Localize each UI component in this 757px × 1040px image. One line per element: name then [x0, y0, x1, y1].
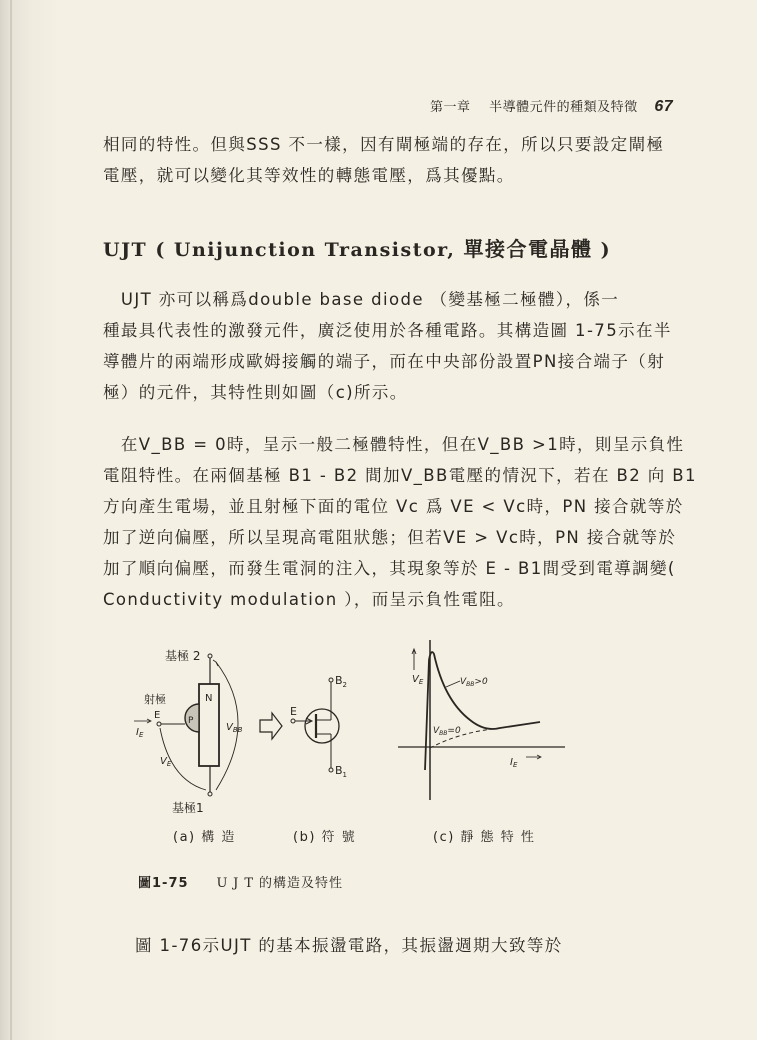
- text-line: 電壓，就可以變化其等效性的轉態電壓，爲其優點。: [103, 166, 515, 185]
- text-line: 方向產生電場，並且射極下面的電位 Vc 爲 VE < Vc時，PN 接合就等於: [103, 497, 684, 516]
- text-line: Conductivity modulation ），而呈示負性電阻。: [103, 590, 515, 609]
- text-line: UJT 亦可以稱爲double base diode （變基極二極體），係一: [103, 290, 620, 309]
- section-heading: [103, 233, 611, 262]
- heading-close: ): [592, 239, 612, 261]
- emitter-label: 射極: [144, 693, 166, 706]
- transform-arrow-icon: [260, 713, 282, 739]
- ujt-symbol-diagram: [290, 674, 347, 779]
- vbb-label: $V_{BB}$: [226, 722, 243, 734]
- symbol-e-label: E: [290, 705, 297, 718]
- figure-title-text: 的構造及特性: [259, 876, 344, 891]
- curve-vbb-zero-label: $V_{BB}=0$: [433, 726, 461, 737]
- n-region-label: N: [205, 693, 213, 704]
- chapter-label: 第一章: [430, 100, 471, 115]
- page-edge: [10, 0, 12, 1040]
- text-line: 極）的元件，其特性則如圖（c)所示。: [103, 383, 408, 402]
- heading-cjk: 單接合電晶體: [463, 237, 593, 261]
- page-gutter-shadow: [0, 0, 60, 1040]
- y-axis-label: $V_E$: [412, 674, 424, 686]
- text-line: 在V_BB = 0時，呈示一般二極體特性，但在V_BB >1時，則呈示負性: [103, 435, 685, 454]
- figure-title-ujt: UJT: [216, 876, 260, 891]
- page-number: 67: [654, 98, 674, 115]
- curve-vbb-pos-label: $V_{BB}>0$: [460, 677, 488, 688]
- heading-latin: UJT ( Unijunction Transistor,: [103, 239, 456, 261]
- ie-label: $I_E$: [136, 727, 144, 739]
- symbol-b2-label: $B_2$: [335, 674, 348, 689]
- x-axis-label: $I_E$: [510, 757, 518, 769]
- symbol-b1-label: $B_1$: [335, 764, 348, 779]
- emitter-e-label: E: [154, 710, 161, 721]
- caption-b: (b) 符 號: [293, 830, 357, 845]
- figure-1-75: [130, 640, 570, 840]
- closing-paragraph: [135, 930, 700, 961]
- intro-paragraph: [103, 129, 668, 191]
- text-line: 電阻特性。在兩個基極 B1 - B2 間加V_BB電壓的情況下，若在 B2 向 B1: [103, 466, 697, 485]
- text-line: 加了順向偏壓，而發生電洞的注入，其現象等於 E - B1間受到電導調變(: [103, 559, 676, 578]
- ujt-structure-diagram: [134, 648, 243, 815]
- base2-label: 基極 2: [165, 649, 201, 663]
- paragraph-ujt-intro: [103, 284, 672, 408]
- text-line: 相同的特性。但與SSS 不一樣，因有閘極端的存在，所以只要設定閘極: [103, 135, 665, 154]
- figure-number: 圖1-75: [138, 876, 189, 891]
- running-head: [430, 96, 673, 116]
- static-characteristic-chart: [398, 640, 565, 800]
- caption-a: (a) 構 造: [173, 830, 236, 845]
- text-line: 加了逆向偏壓，所以呈現高電阻狀態；但若VE > Vc時，PN 接合就等於: [103, 528, 677, 547]
- figure-title: [138, 872, 343, 891]
- chapter-title: 半導體元件的種類及特徵: [489, 100, 638, 115]
- base1-label: 基極1: [172, 801, 204, 815]
- paragraph-ujt-operation: [103, 429, 697, 615]
- text-line: 種最具代表性的激發元件，廣泛使用於各種電路。其構造圖 1-75示在半: [103, 321, 672, 340]
- p-region-label: P: [188, 716, 194, 726]
- text-line: 導體片的兩端形成歐姆接觸的端子，而在中央部份設置PN接合端子（射: [103, 352, 666, 371]
- caption-c: (c) 靜 態 特 性: [433, 830, 536, 845]
- text-line: 圖 1-76示UJT 的基本振盪電路，其振盪週期大致等於: [135, 936, 563, 955]
- ve-label: $V_E$: [160, 756, 172, 768]
